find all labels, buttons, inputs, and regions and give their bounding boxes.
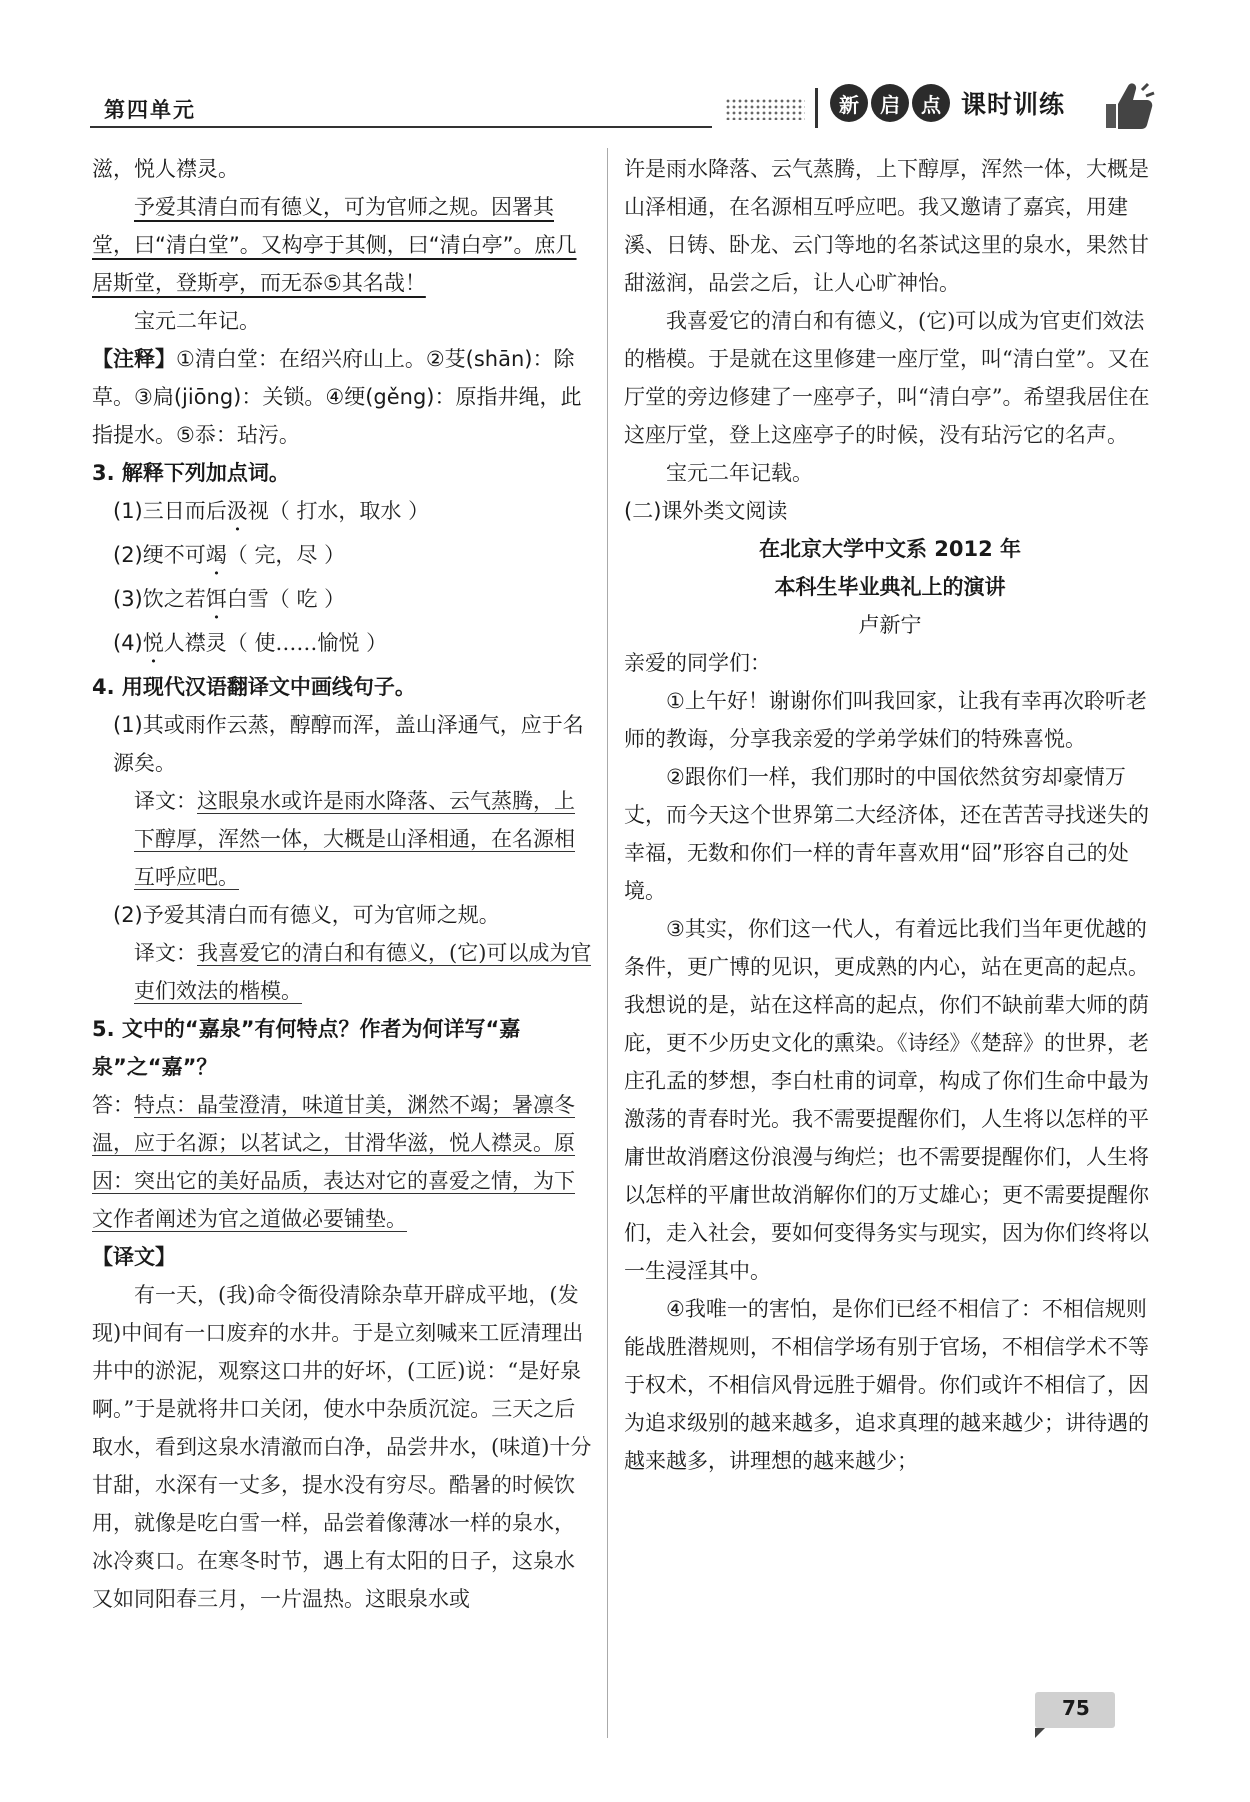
- left-column: [92, 150, 592, 1618]
- greeting: 亲爱的同学们：: [624, 651, 771, 675]
- q3-dotted-word: 汲: [226, 499, 248, 523]
- q4-sentence-2: (2)予爱其清白而有德义，可为官师之规。: [113, 903, 500, 927]
- section-heading: (二)课外类文阅读: [624, 499, 788, 523]
- answer-label: 译文：: [134, 789, 197, 813]
- article-title-line-2: 本科生毕业典礼上的演讲: [774, 575, 1006, 599]
- q5-answer: [92, 1086, 592, 1238]
- article-paragraph-1: ①上午好！谢谢你们叫我回家，让我有幸再次聆听老师的教诲，分享我亲爱的学弟学妹们的特殊喜悦。: [624, 689, 1147, 751]
- text-line: 滋，悦人襟灵。: [92, 157, 239, 181]
- q3-text: 白雪（: [226, 587, 290, 611]
- answer-label: 译文：: [134, 941, 197, 965]
- answer-label: 答：: [92, 1093, 134, 1117]
- header-divider: [815, 88, 818, 128]
- article-paragraph-3: ③其实，你们这一代人，有着远比我们当年更优越的条件，更广博的见识，更成熟的内心，站在更高的起点。我想说的是，站在这样高的起点，你们不缺前辈大师的荫庇，更不少历史文化的熏染。《诗经》《楚辞》的世界，老庄孔孟的梦想，李白杜甫的词章，构成了你们生命中最为激荡的青春时光。我不需要提醒你们，人生将以怎样的平庸世故消磨这份浪漫与绚烂；也不需要提醒你们，人生将以怎样的平庸世故消解你们的万丈雄心；更不需要提醒你们，走入社会，要如何变得务实与现实，因为你们终将以一生浸淫其中。: [624, 917, 1149, 1283]
- page-header: [90, 78, 1180, 138]
- translation-paragraph-3: 宝元二年记载。: [666, 461, 813, 485]
- q3-answer: 使……愉悦: [254, 631, 360, 655]
- q3-text: (1)三日而后: [113, 499, 227, 523]
- header-rule: [90, 126, 712, 128]
- question-5-title: 5. 文中的“嘉泉”有何特点？作者为何详写“嘉泉”之“嘉”？: [92, 1017, 521, 1079]
- page-number: 75: [1062, 1696, 1090, 1720]
- text-line: 宝元二年记。: [134, 309, 260, 333]
- dot-pattern: [725, 98, 805, 120]
- page-number-corner: [1035, 1728, 1045, 1738]
- brand-char-1: 新: [830, 84, 868, 122]
- note-text: ①清白堂：在绍兴府山上。②芟(shān)：除草。③扃(jiōng)：关锁。④绠(gěng)：原指井绳，此指提水。⑤忝：玷污。: [92, 347, 582, 447]
- translation-continued: 许是雨水降落、云气蒸腾，上下醇厚，浑然一体，大概是山泽相通，在名源相互呼应吧。我又邀请了嘉宾，用建溪、日铸、卧龙、云门等地的名茶试这里的泉水，果然甘甜滋润，品尝之后，让人心旷神怡。: [624, 157, 1149, 295]
- q3-item-3: [92, 580, 592, 624]
- column-divider: [607, 148, 608, 1738]
- q3-text: ）: [324, 587, 346, 611]
- q3-item-4: [92, 624, 592, 668]
- q3-text: (4): [113, 631, 143, 655]
- q4-answer-2: [92, 934, 592, 1010]
- q3-dotted-word: 竭: [205, 543, 227, 567]
- q3-text: 视（: [247, 499, 290, 523]
- q3-answer: 打水，取水: [296, 499, 402, 523]
- q3-dotted-word: 饵: [205, 587, 227, 611]
- translation-text: 有一天，(我)命令衙役清除杂草开辟成平地，(发现)中间有一口废弃的水井。于是立刻喊来工匠清理出井中的淤泥，观察这口井的好坏，(工匠)说：“是好泉啊。”于是就将井口关闭，使水中杂质沉淀。三天之后取水，看到这泉水清澈而白净，品尝井水，(味道)十分甘甜，水深有一丈多，提水没有穷尽。酷暑的时候饮用，就像是吃白雪一样，品尝着像薄冰一样的泉水，冰冷爽口。在寒冬时节，遇上有太阳的日子，这泉水又如同阳春三月，一片温热。这眼泉水或: [92, 1283, 592, 1611]
- q3-text: ）: [324, 543, 346, 567]
- note-tag: 【注释】: [92, 347, 176, 371]
- answer-text: 我喜爱它的清白和有德义，(它)可以成为官吏们效法的楷模。: [134, 941, 592, 1003]
- q3-item-1: [92, 492, 592, 536]
- underlined-sentence: 予爱其清白而有德义，可为官师之规。因署其堂，曰“清白堂”。又构亭于其侧，曰“清白亭”。庶几居斯堂，登斯亭，而无忝⑤其名哉！: [92, 195, 577, 295]
- q3-item-2: [92, 536, 592, 580]
- brand-char-3: 点: [912, 84, 950, 122]
- article-author: 卢新宁: [858, 613, 922, 637]
- q3-text: ）: [366, 631, 388, 655]
- question-3-title: 3. 解释下列加点词。: [92, 461, 290, 485]
- right-column: [624, 150, 1156, 1480]
- text-paragraph: [92, 188, 592, 302]
- brand-logo: [830, 84, 1065, 122]
- q3-text: (3)饮之若: [113, 587, 206, 611]
- translation-tag: 【译文】: [92, 1245, 176, 1269]
- answer-text: 特点：晶莹澄清，味道甘美，渊然不竭；暑凛冬温，应于名源；以茗试之，甘滑华滋，悦人襟灵。原因：突出它的美好品质，表达对它的喜爱之情，为下文作者阐述为官之道做必要铺垫。: [92, 1093, 575, 1231]
- q3-dotted-word: 悦: [142, 631, 164, 655]
- q3-answer: 吃: [296, 587, 318, 611]
- notes: [92, 340, 592, 454]
- article-paragraph-2: ②跟你们一样，我们那时的中国依然贫穷却豪情万丈，而今天这个世界第二大经济体，还在苦苦寻找迷失的幸福，无数和你们一样的青年喜欢用“囧”形容自己的处境。: [624, 765, 1149, 903]
- q4-sentence-1: (1)其或雨作云蒸，醇醇而浑，盖山泽通气，应于名源矣。: [113, 713, 584, 775]
- article-title-line-1: 在北京大学中文系 2012 年: [758, 537, 1022, 561]
- q3-text: 人襟灵（: [163, 631, 248, 655]
- q3-text: (2)绠不可: [113, 543, 206, 567]
- q3-text: ）: [408, 499, 430, 523]
- brand-char-2: 启: [871, 84, 909, 122]
- article-paragraph-4: ④我唯一的害怕，是你们已经不相信了：不相信规则能战胜潜规则，不相信学场有别于官场，不相信学术不等于权术，不相信风骨远胜于媚骨。你们或许不相信了，因为追求级别的越来越多，追求真理的越来越少；讲待遇的越来越多，讲理想的越来越少；: [624, 1297, 1149, 1473]
- unit-label: 第四单元: [104, 98, 196, 122]
- thumbs-up-icon: [1098, 78, 1158, 132]
- brand-suffix: 课时训练: [961, 90, 1066, 119]
- q4-answer-1: [92, 782, 592, 896]
- question-4-title: 4. 用现代汉语翻译文中画线句子。: [92, 675, 416, 699]
- q3-answer: 完，尽: [254, 543, 318, 567]
- q3-text: （: [226, 543, 248, 567]
- answer-text: 这眼泉水或许是雨水降落、云气蒸腾，上下醇厚，浑然一体，大概是山泽相通，在名源相互呼应吧。: [134, 789, 575, 889]
- translation-paragraph-2: 我喜爱它的清白和有德义，(它)可以成为官吏们效法的楷模。于是就在这里修建一座厅堂，叫“清白堂”。又在厅堂的旁边修建了一座亭子，叫“清白亭”。希望我居住在这座厅堂，登上这座亭子的时候，没有玷污它的名声。: [624, 309, 1150, 447]
